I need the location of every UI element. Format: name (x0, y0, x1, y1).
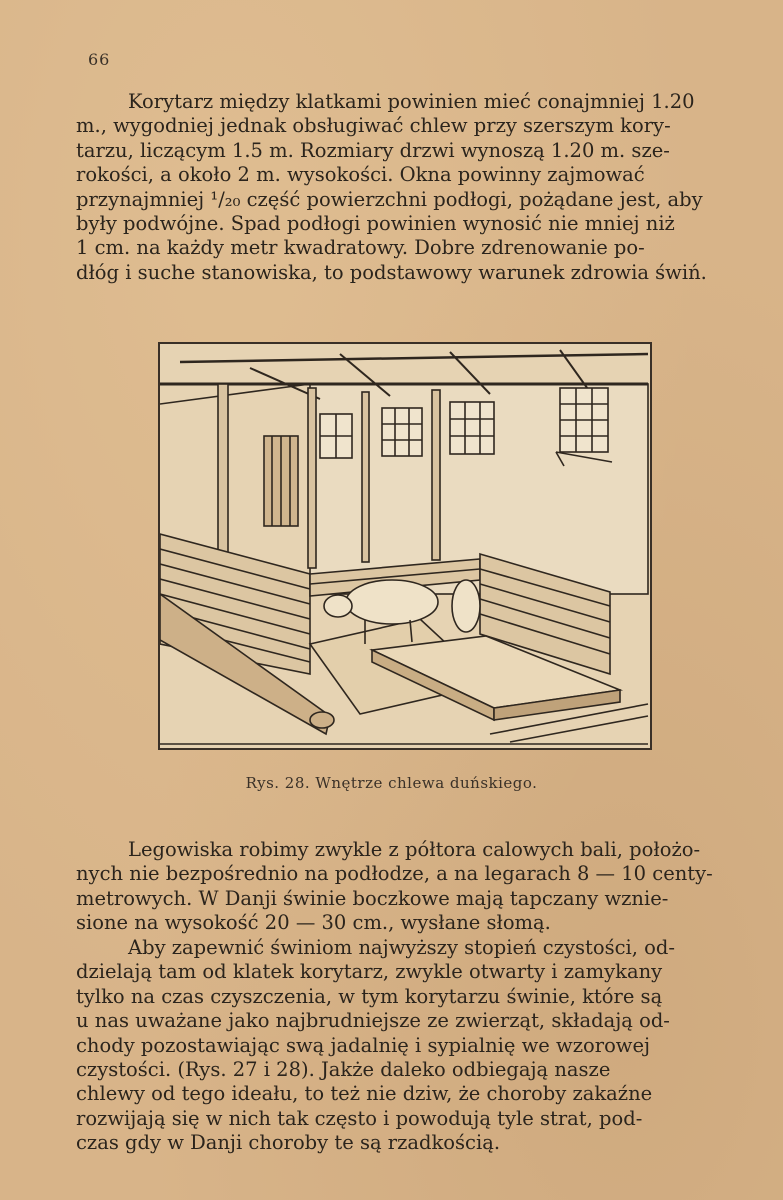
text-line: czystości. (Rys. 27 i 28). Jakże daleko odbiegają nasze (76, 1058, 611, 1082)
figure-danish-pigsty-interior (158, 342, 652, 750)
text-line: m., wygodniej jednak obsługiwać chlew przy szerszym kory- (76, 114, 671, 138)
text-line: Korytarz między klatkami powinien mieć conajmniej 1.20 (128, 90, 695, 113)
text-line: Legowiska robimy zwykle z półtora calowych bali, położo- (128, 838, 701, 861)
text-line: rokości, a około 2 m. wysokości. Okna powinny zajmować (76, 163, 645, 187)
text-line: były podwójne. Spad podłogi powinien wynosić nie mniej niż (76, 212, 675, 236)
figure-caption: Rys. 28. Wnętrze chlewa duńskiego. (245, 774, 538, 792)
text-line: metrowych. W Danji świnie boczkowe mają tapczany wznie- (76, 886, 669, 910)
paragraph-cleanliness (76, 936, 738, 1156)
text-line: u nas uważane jako najbrudniejsze ze zwierząt, składają od- (76, 1009, 670, 1033)
text-line: czas gdy w Danji choroby te są rzadkością. (76, 1131, 501, 1155)
text-line: przynajmniej ¹/₂₀ część powierzchni podłogi, pożądane jest, aby (76, 187, 703, 211)
text-line: chlewy od tego ideału, to też nie dziw, że choroby zakaźne (76, 1082, 653, 1106)
text-line: sione na wysokość 20 — 30 cm., wysłane słomą. (76, 911, 551, 935)
text-line: dłóg i suche stanowiska, to podstawowy warunek zdrowia świń. (76, 260, 707, 284)
pigsty-illustration (160, 344, 650, 748)
page-number: 66 (88, 50, 111, 69)
paragraph-floor-requirements (76, 90, 738, 285)
text-line: tarzu, liczącym 1.5 m. Rozmiary drzwi wynoszą 1.20 m. sze- (76, 138, 670, 162)
text-line: tylko na czas czyszczenia, w tym korytarzu świnie, które są (76, 984, 663, 1008)
text-line: rozwijają się w nich tak często i powodują tyle strat, pod- (76, 1106, 643, 1130)
text-line: Aby zapewnić świniom najwyższy stopień czystości, od- (128, 936, 675, 959)
text-line: 1 cm. na każdy metr kwadratowy. Dobre zdrenowanie po- (76, 236, 645, 260)
paragraph-bedding (76, 838, 738, 936)
text-line: nych nie bezpośrednio na podłodze, a na legarach 8 — 10 centy- (76, 862, 713, 886)
text-line: dzielają tam od klatek korytarz, zwykle otwarty i zamykany (76, 960, 663, 984)
text-line: chody pozostawiając swą jadalnię i sypialnię we wzorowej (76, 1033, 651, 1057)
